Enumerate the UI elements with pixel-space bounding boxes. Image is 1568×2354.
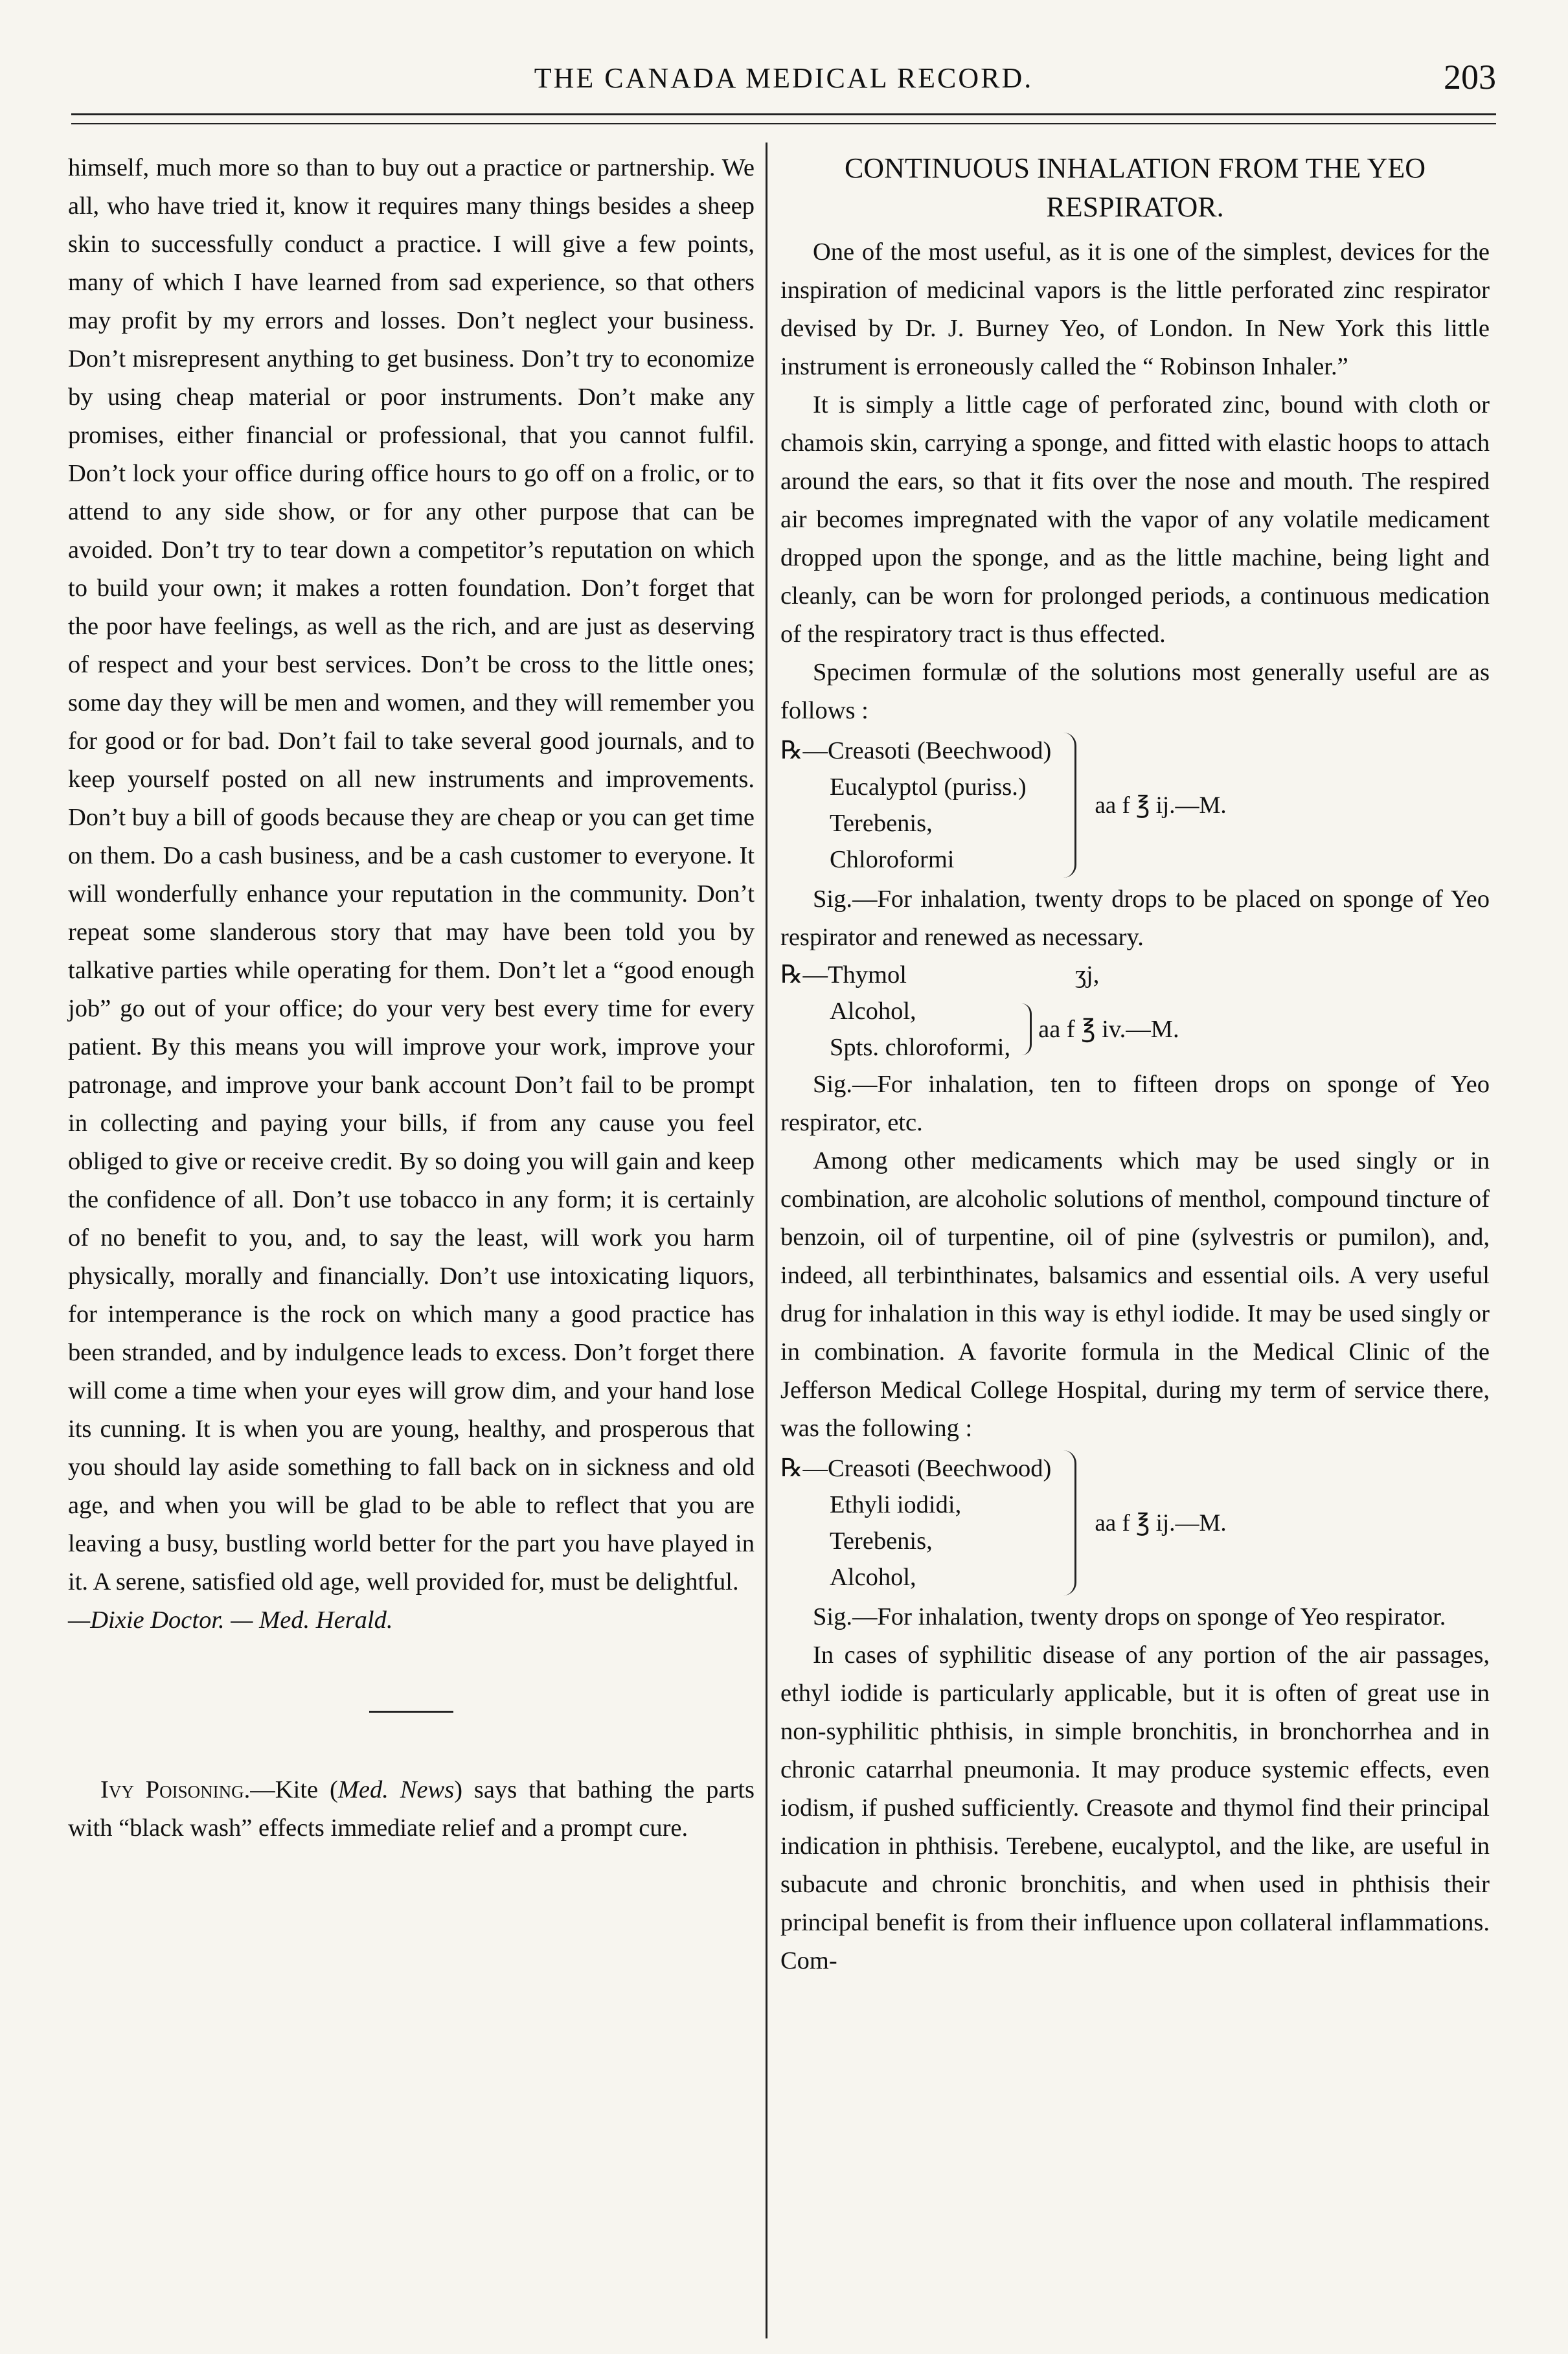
rx3-line: Terebenis, [830,1527,933,1555]
ivy-source: Med. News [337,1776,455,1803]
signature-1: Sig.—For inhalation, twenty drops to be placed on sponge of Yeo respirator and renewed as necessary. [780,886,1490,951]
prescription-2 [780,957,1490,1066]
article-continuation: himself, much more so than to buy out a practice or partnership. We all, who have tried it, know it requires many things besides a sheep skin to successfully conduct a practice. I will give a few points, many of which I have learned from sad experience, so that others may profit by my errors and losses. Don’t neglect your business. Don’t misrepresent anything to get business. Don’t try to economize by using cheap material or poor instruments. Don’t make any promises, either financial or professional, that you cannot fulfil. Don’t lock your office during office hours to go off on a frolic, or to attend to any side show, or for any other purpose that can be avoided. Don’t try to tear down a competitor’s reputation on which to build your own; it makes a rotten foundation. Don’t forget that the poor have feelings, as well as the rich, and are just as deserving of respect and your best services. Don’t be cross to the little ones; some day they will be men and women, and they will remember you for good or for bad. Don’t fail to take several good journals, and to keep yourself posted on all new instruments and improvements. Don’t buy a bill of goods because they are cheap or you can get time on them. Do a cash business, and be a cash customer to everyone. It will wonderfully enhance your reputation in the community. Don’t repeat some slanderous story that may have been told you by talkative parties while operating for them. Don’t let a “good enough job” go out of your office; do your very best every time for every patient. By this means you will improve your work, improve your patronage, and improve your bank account Don’t fail to be prompt in collecting and paying your bills, if from any cause you feel obliged to give or receive credit. By so doing you will gain and keep the confidence of all. Don’t use tobacco in any form; it is certainly of no benefit to you, and, to say the least, will work you harm physically, morally and financially. Don’t use intoxicating liquors, for intemperance is the rock on which many a good practice has been stranded, and by indulgence leads to excess. Don’t forget there will come a time when your eyes will grow dim, and your hand lose its cunning. It is when you are young, healthy, and prosperous that you should lay aside something to fall back on in sickness and old age, and when you will be glad to be able to reflect that you are leaving a busy, bustling world better for the part you have played in it. A serene, satisfied old age, well provided for, must be delightful. [68,154,755,1595]
rx3-line: Alcohol, [830,1564,916,1591]
journal-title: THE CANADA MEDICAL RECORD. [534,62,1034,94]
rx1-dose: aa f ℥ ij.—M. [1095,792,1227,819]
paragraph-2: It is simply a little cage of perforated zinc, bound with cloth or chamois skin, carrying a sponge, and fitted with elastic hoops to attach around the ears, so that it fits over the nose and mouth. The respired air becomes impregnated with the vapor of any volatile medicament dropped upon the sponge, and as the little machine, being light and cleanly, can be worn for prolonged periods, a continuous medication of the respiratory tract is thus effected. [780,391,1490,648]
rx3-dose: aa f ℥ ij.—M. [1095,1509,1227,1537]
right-column [780,149,1490,1980]
rx2-line: Alcohol, [830,998,916,1025]
rx1-line: ℞—Creasoti (Beechwood) [780,737,1052,764]
header-rule [71,113,1496,115]
paragraph-3: Specimen formulæ of the solutions most generally useful are as follows : [780,659,1490,724]
rx2-ingredients [780,993,1010,1066]
rx3-ingredients [780,1450,1051,1595]
rx3-line: Ethyli iodidi, [830,1491,962,1518]
left-column [68,149,755,1847]
ivy-heading: Ivy Poisoning. [100,1776,251,1803]
header-rule-thin [71,123,1496,124]
ivy-text-part2: ) says that bathing the parts with “black wash” effects immediate relief and a prompt cure. [68,1776,755,1842]
rx1-line: Chloroformi [830,846,955,873]
rx3-brace [1058,1450,1076,1595]
ivy-poisoning-paragraph [68,1771,755,1847]
citation-source: —Dixie Doctor. — Med. Herald. [68,1606,393,1634]
rx2-brace [1017,1003,1032,1055]
rx1-ingredients [780,733,1051,878]
rx2-first: ℞—Thymol [780,961,907,988]
rx1-line: Terebenis, [830,810,933,837]
section-separator [369,1711,453,1713]
paragraph-1: One of the most useful, as it is one of the simplest, devices for the inspiration of medicinal vapors is the little perforated zinc respirator devised by Dr. J. Burney Yeo, of London. In New York this little instrument is erroneously called the “ Robinson Inhaler.” [780,238,1490,380]
prescription-3 [780,1450,1490,1595]
rx2-line: Spts. chloroformi, [830,1034,1011,1061]
column-divider [766,143,767,2338]
rx2-dose: aa f ℥ iv.—M. [1038,1016,1179,1043]
article-heading: CONTINUOUS INHALATION FROM THE YEO RESPIRATOR. [844,152,1426,223]
paragraph-5: In cases of syphilitic disease of any portion of the air passages, ethyl iodide is particularly applicable, but it is often of great use in non-syphilitic phthisis, in simple bronchitis, in bronchorrhea and in chronic catarrhal pneumonia. It may produce systemic effects, even iodism, if pushed sufficiently. Creasote and thymol find their principal indication in phthisis. Terebene, eucalyptol, and the like, are useful in subacute and chronic bronchitis, and when used in phthisis their principal benefit is from their influence upon collateral inflammations. Com- [780,1641,1490,1974]
ivy-text-part1: —Kite ( [250,1776,338,1803]
paragraph-4: Among other medicaments which may be used singly or in combination, are alcoholic solutions of menthol, compound tincture of benzoin, oil of turpentine, oil of pine (sylvestris or pumilon), and, indeed, all terbinthinates, balsamics and essential oils. A very useful drug for inhalation in this way is ethyl iodide. It may be used singly or in combination. A favorite formula in the Medical Clinic of the Jefferson Medical College Hospital, during my term of service there, was the following : [780,1147,1490,1442]
rx3-line: ℞—Creasoti (Beechwood) [780,1455,1052,1482]
signature-3: Sig.—For inhalation, twenty drops on sponge of Yeo respirator. [813,1603,1446,1630]
rx2-group [780,993,1490,1066]
running-header [71,52,1496,104]
rx1-line: Eucalyptol (puriss.) [830,773,1027,801]
rx2-first-qty: ʒj, [1074,961,1100,988]
prescription-1 [780,733,1490,878]
rx1-brace [1058,733,1076,878]
page-number: 203 [1444,58,1496,97]
article-citation [68,1601,755,1640]
rx2-first-line [780,957,1490,993]
signature-2: Sig.—For inhalation, ten to fifteen drops on sponge of Yeo respirator, etc. [780,1071,1490,1136]
